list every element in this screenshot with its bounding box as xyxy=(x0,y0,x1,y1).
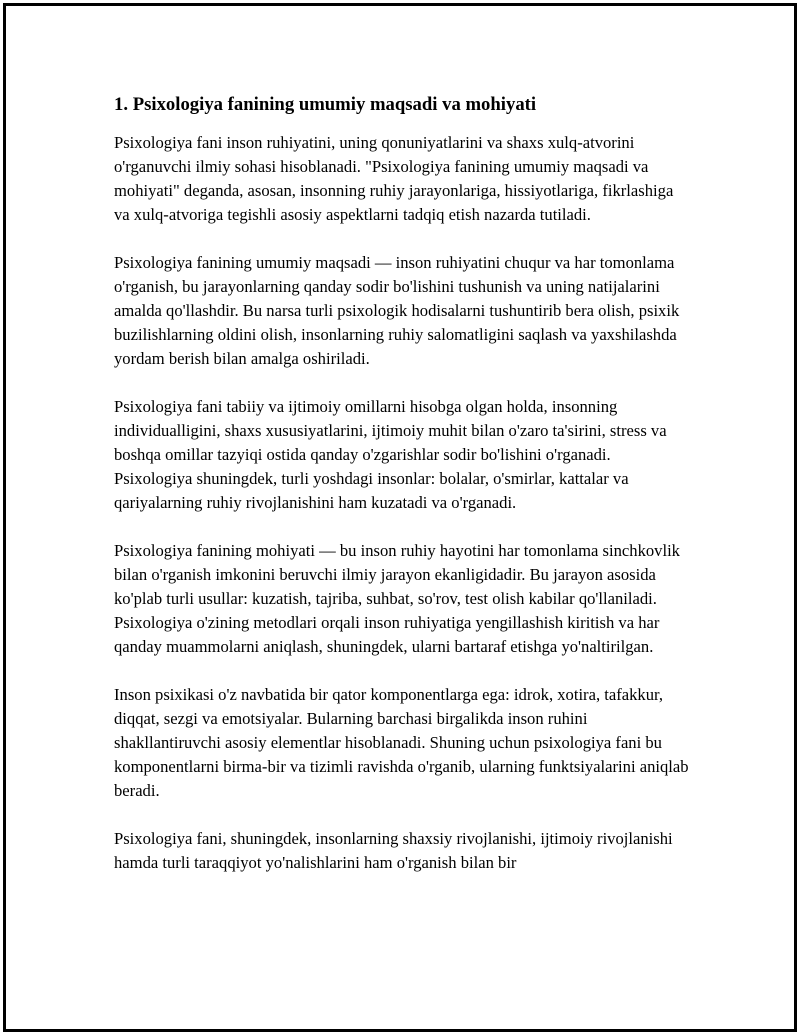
document-body xyxy=(114,93,689,899)
paragraph-2: Psixologiya fanining umumiy maqsadi — inson ruhiyatini chuqur va har tomonlama o'rganish, bu jarayonlarning qanday sodir bo'lishini tushunish va uning natijalarini amalda qo'llashdir. Bu narsa turli psixologik hodisalarni tushuntirib bera olish, psixik buzilishlarning oldini olish, insonlarning ruhiy salomatligini saqlash va yaxshilashda yordam berish bilan amalga oshiriladi. xyxy=(114,253,680,368)
paragraph-1: Psixologiya fani inson ruhiyatini, uning qonuniyatlarini va shaxs xulq-atvorini o'rganuvchi ilmiy sohasi hisoblanadi. "Psixologiya fanining umumiy maqsadi va mohiyati" deganda, asosan, insonning ruhiy jarayonlariga, hissiyotlariga, fikrlashiga va xulq-atvoriga tegishli asosiy aspektlarni tadqiq etish nazarda tutiladi. xyxy=(114,133,674,224)
paragraph-3: Psixologiya fani tabiiy va ijtimoiy omillarni hisobga olgan holda, insonning individualligini, shaxs xususiyatlarini, ijtimoiy muhit bilan o'zaro ta'sirini, stress va boshqa omillar tazyiqi ostida qanday o'zgarishlar sodir bo'lishini o'rganadi. Psixologiya shuningdek, turli yoshdagi insonlar: bolalar, o'smirlar, kattalar va qariyalarning ruhiy rivojlanishini ham kuzatadi va o'rganadi. xyxy=(114,397,667,512)
paragraph-5: Inson psixikasi o'z navbatida bir qator komponentlarga ega: idrok, xotira, tafakkur, diqqat, sezgi va emotsiyalar. Bularning barchasi birgalikda inson ruhini shakllantiruvchi asosiy elementlar hisoblanadi. Shuning uchun psixologiya fani bu komponentlarni birma-bir va tizimli ravishda o'rganib, ularning funktsiyalarini aniqlab beradi. xyxy=(114,685,689,800)
section-heading: 1. Psixologiya fanining umumiy maqsadi va mohiyati xyxy=(114,94,537,115)
paragraph-4: Psixologiya fanining mohiyati — bu inson ruhiy hayotini har tomonlama sinchkovlik bilan o'rganish imkonini beruvchi ilmiy jarayon ekanligidadir. Bu jarayon asosida ko'plab turli usullar: kuzatish, tajriba, suhbat, so'rov, test olish kabilar qo'llaniladi. Psixologiya o'zining metodlari orqali inson ruhiyatiga yengillashish kiritish va har qanday muammolarni aniqlash, shuningdek, ularni bartaraf etishga yo'naltirilgan. xyxy=(114,541,680,656)
paragraph-6: Psixologiya fani, shuningdek, insonlarning shaxsiy rivojlanishi, ijtimoiy rivojlanishi hamda turli taraqqiyot yo'nalishlarini ham o'rganish bilan bir xyxy=(114,829,673,872)
